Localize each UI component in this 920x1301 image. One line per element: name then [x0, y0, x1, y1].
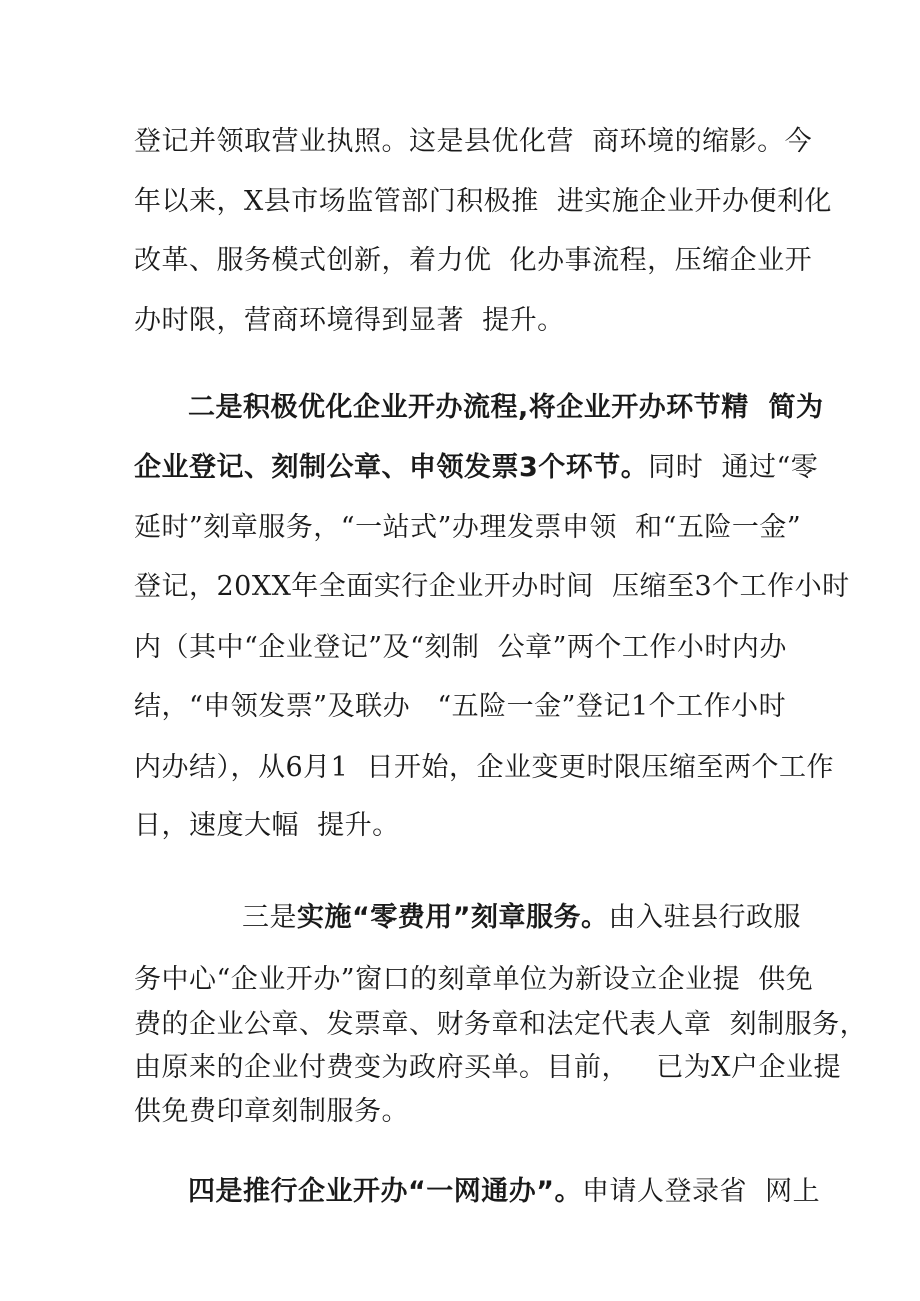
p1-line-3: 改革、服务模式创新，着力优 化办事流程，压缩企业开	[134, 245, 813, 276]
p4-line-1-rest: 申请人登录省 网上	[582, 1176, 821, 1207]
p2-line-1: 二是积极优化企业开办流程,将企业开办环节精 简为	[188, 392, 824, 423]
p3-line-1	[242, 900, 801, 936]
p3-line-1-bold: 实施“零费用”刻章服务。	[297, 902, 609, 933]
p3-line-5: 供免费印章刻制服务。	[134, 1096, 409, 1127]
p3-line-1-rest: 由入驻县行政服	[608, 902, 801, 933]
p2-line-2-rest: 同时 通过“零	[648, 452, 819, 483]
p1-line-2: 年以来，X县市场监管部门积极推 进实施企业开办便利化	[134, 186, 832, 217]
p3-line-3: 费的企业公章、发票章、财务章和法定代表人章 刻制服务，	[134, 1009, 868, 1040]
p3-line-2: 务中心“企业开办”窗口的刻章单位为新设立企业提 供免	[134, 964, 814, 995]
p1-line-4: 办时限，营商环境得到显著 提升。	[134, 305, 565, 336]
p1-line-1: 登记并领取营业执照。这是县优化营 商环境的缩影。今	[134, 126, 813, 157]
p3-line-1-pre: 三是	[242, 902, 297, 933]
p2-line-2	[134, 450, 818, 486]
p2-line-2-bold: 企业登记、刻制公章、申领发票3个环节。	[134, 452, 649, 483]
p3-line-4: 由原来的企业付费变为政府买单。目前， 已为X户企业提	[134, 1052, 841, 1083]
p2-line-4: 登记，20XX年全面实行企业开办时间 压缩至3个工作小时	[134, 571, 850, 602]
p4-line-1	[188, 1174, 820, 1210]
p2-line-5: 内（其中“企业登记”及“刻制 公章”两个工作小时内办	[134, 632, 787, 663]
p4-line-1-bold: 四是推行企业开办“一网通办”。	[188, 1176, 582, 1207]
p2-line-7: 内办结），从6月1 日开始，企业变更时限压缩至两个工作	[134, 752, 835, 783]
p2-line-6: 结，“申领发票”及联办 “五险一金”登记1个工作小时	[134, 691, 787, 722]
p2-line-8: 日，速度大幅 提升。	[134, 810, 400, 841]
p2-line-3: 延时”刻章服务，“一站式”办理发票申领 和“五险一金”	[134, 512, 802, 543]
